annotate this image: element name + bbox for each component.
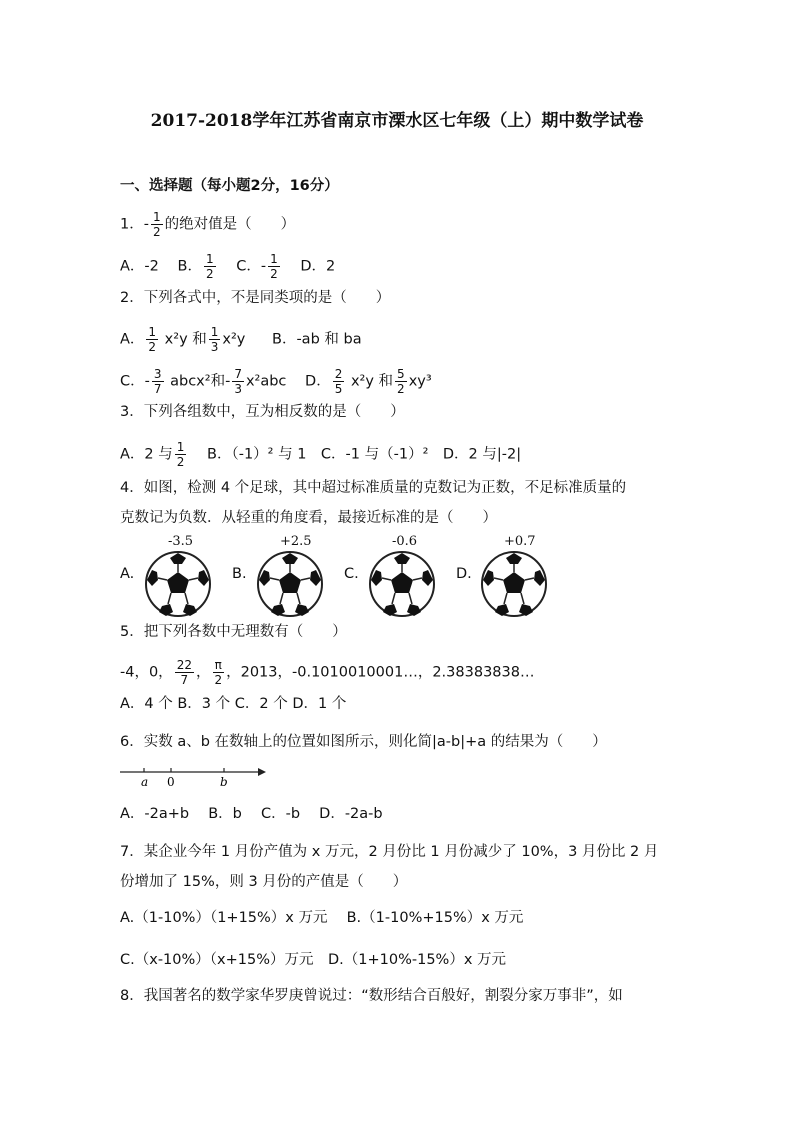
q5-frac-22-7 [175,658,194,687]
q2-c-term2: x²abc [245,373,287,390]
denominator: 2 [205,267,214,281]
q2-option-a: A． [120,331,145,348]
q4-option-c-label: C. [344,566,359,582]
question-6: 6．实数 a、b 在数轴上的位置如图所示，则化简|a-b|+a 的结果为（ ） [120,734,607,750]
q1-option-c: C．- [236,258,267,275]
q1-number: 1． [120,216,144,233]
q3-a-fraction [175,440,187,469]
q2-a-term2: x²y [222,331,246,348]
q2-options-cd [120,367,432,396]
label-a: a [141,775,149,788]
numerator: 1 [148,325,157,339]
q5-numbers [120,658,534,687]
q1-option-b: B． [177,258,202,275]
q3-options [120,440,521,469]
q1-c-fraction [268,252,280,281]
q2-a-frac2 [209,325,221,354]
numerator: 1 [152,210,161,224]
denominator: 5 [334,382,343,396]
q5-frac-pi-2 [212,658,224,687]
denominator: 2 [148,340,157,354]
q2-d-frac1 [333,367,345,396]
denominator: 3 [210,340,219,354]
question-7-line2: 份增加了 15%，则 3 月份的产值是（ ） [120,874,408,890]
q5-options: A．4 个 B．3 个 C．2 个 D．1 个 [120,696,347,712]
question-7-line1: 7．某企业今年 1 月份产值为 x 万元，2 月份比 1 月份减少了 10%，3 月份比 2 月 [120,844,659,860]
q1-fraction [151,210,163,239]
q1-text: 的绝对值是（ ） [164,216,296,233]
q2-d-frac2 [395,367,407,396]
denominator: 7 [180,673,189,687]
q5-nums-start: -4，0， [120,664,173,681]
q2-option-d: D． [305,373,331,390]
denominator: 2 [397,382,405,396]
q2-d-term1: x²y 和 [350,373,394,390]
soccer-ball-icon [256,550,324,618]
numerator: 1 [205,252,214,266]
q7-options-ab: A.（1-10%）（1+15%）x 万元 B.（1-10%+15%）x 万元 [120,910,524,926]
q4-option-d-label: D. [456,566,472,582]
q1-b-fraction [204,252,216,281]
numerator: 3 [153,367,162,381]
numerator: 1 [210,325,219,339]
q4-option-b-mass: +2.5 [280,534,312,549]
numerator: 2 [334,367,343,381]
question-3: 3．下列各组数中，互为相反数的是（ ） [120,404,405,420]
label-zero: 0 [167,775,175,788]
question-8-line1: 8．我国著名的数学家华罗庚曾说过：“数形结合百般好，割裂分家万事非”，如 [120,988,623,1004]
label-b: b [220,775,228,788]
numerator: 5 [397,367,405,381]
q2-option-b: B．-ab 和 ba [272,331,362,348]
soccer-ball-icon [368,550,436,618]
numerator: 22 [176,658,192,672]
denominator: 3 [234,382,242,396]
question-1 [120,210,295,239]
denominator: 2 [152,225,161,239]
q2-c-frac1 [152,367,164,396]
q4-soccer-balls [120,534,680,620]
numerator: 7 [234,367,242,381]
q2-d-term2: xy³ [408,373,432,390]
q4-option-d-mass: +0.7 [504,534,536,549]
denominator: 2 [270,267,278,281]
q6-options: A．-2a+b B．b C．-b D．-2a-b [120,806,383,822]
question-4-line1: 4．如图，检测 4 个足球，其中超过标准质量的克数记为正数，不足标准质量的 [120,480,627,496]
q2-options-ab [120,325,362,354]
q3-option-a: A．2 与 [120,446,173,463]
q2-a-term1: x²y 和 [164,331,207,348]
denominator: 7 [153,382,162,396]
denominator: 2 [176,455,185,469]
section-heading: 一、选择题（每小题2分，16分） [120,178,339,194]
q2-c-term1: abcx²和- [170,373,231,390]
q1-options [120,252,335,281]
numerator: π [214,658,222,672]
q4-option-c-mass: -0.6 [392,534,418,549]
numerator: 1 [176,440,185,454]
q4-option-b-label: B. [232,566,247,582]
q1-option-d: D．2 [300,258,336,275]
q2-option-c: C．- [120,373,150,390]
q3-options-bcd: B．（-1）² 与 1 C．-1 与（-1）² D．2 与|-2| [207,446,522,463]
q1-neg: - [143,216,149,233]
numerator: 1 [270,252,278,266]
question-2: 2．下列各式中，不是同类项的是（ ） [120,290,391,306]
soccer-ball-icon [480,550,548,618]
question-4-line2: 克数记为负数．从轻重的角度看，最接近标准的是（ ） [120,510,497,526]
q5-separator: ， [195,664,211,681]
q4-option-a-label: A. [120,566,135,582]
question-5: 5．把下列各数中无理数有（ ） [120,624,347,640]
number-line-diagram [120,762,280,788]
q2-a-frac1 [146,325,158,354]
q2-c-frac2 [232,367,244,396]
q7-options-cd: C.（x-10%）（x+15%）万元 D.（1+10%-15%）x 万元 [120,952,507,968]
soccer-ball-icon [144,550,212,618]
q1-option-a: A．-2 [120,258,159,275]
q5-nums-end: ，2013，-0.1010010001…，2.38383838… [226,664,535,681]
denominator: 2 [214,673,223,687]
q4-option-a-mass: -3.5 [168,534,194,549]
page-title: 2017-2018学年江苏省南京市溧水区七年级（上）期中数学试卷 [150,111,644,131]
